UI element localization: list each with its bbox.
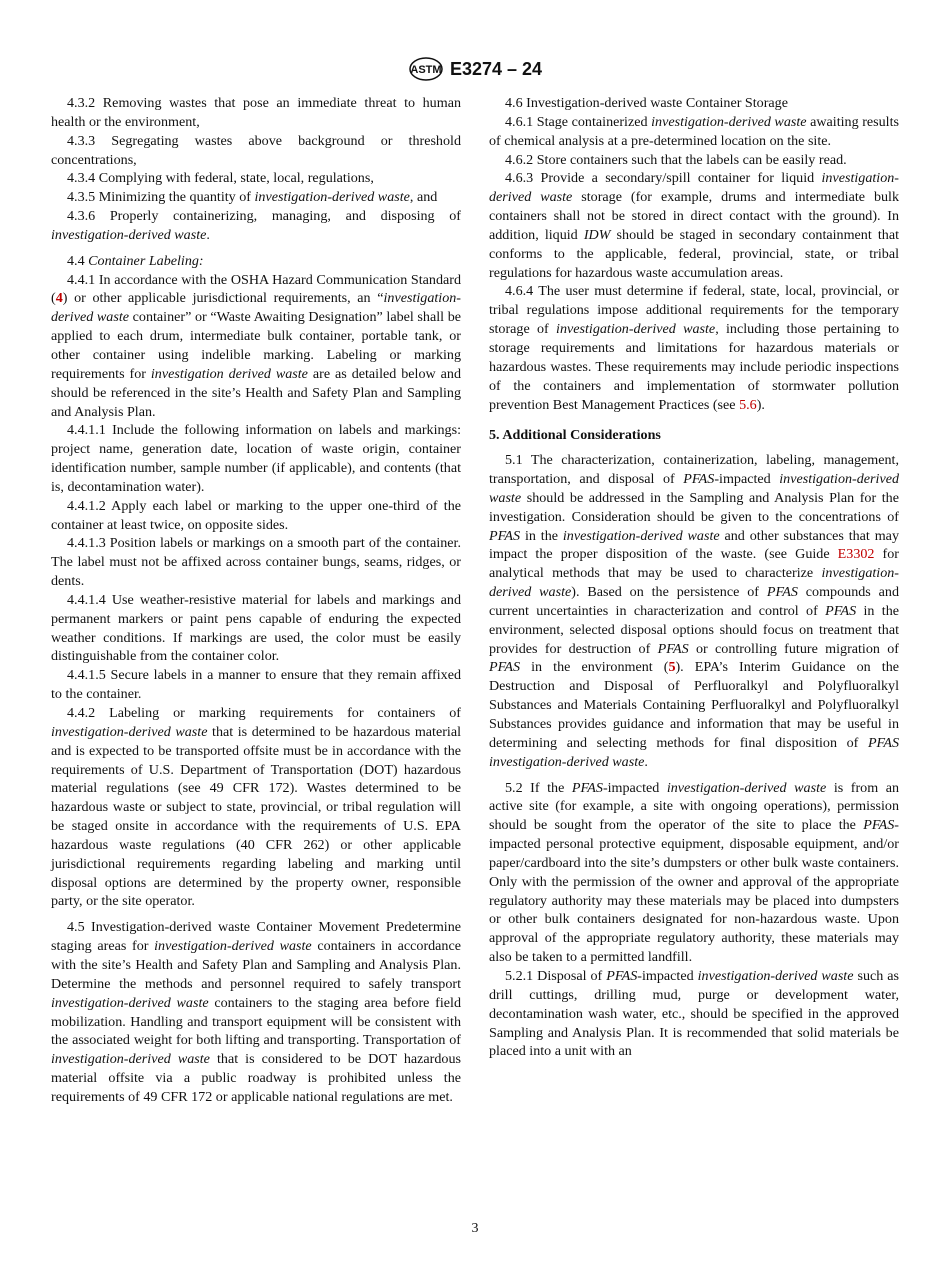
text-run: in the environment ( [520,659,669,676]
text-run: containers in accordance with the site’s Health and Safety Plan and Sampling and Analysis Plan. Determine the methods and personnel required to safely transport [51,938,461,992]
text-run: 4.4.1.4 Use weather-resistive material for labels and markings and permanent markers or paint pens capable of enduring the expected weather conditions. If markings are used, the color must be easily distinguishable from the container color. [51,591,461,665]
text-run: -impacted [714,471,780,488]
italic-text: investigation-derived waste [51,723,208,740]
text-run: that is considered to be DOT hazardous material offsite via a public roadway is prohibited unless the requirements of 49 CFR 172 or applicable national regulations are met. [51,1051,461,1105]
paragraph [489,94,899,113]
italic-text: PFAS [657,640,689,657]
paragraph-group [51,918,461,1106]
italic-text: investigation-derived waste [666,779,827,796]
paragraph-group [51,94,461,245]
left-column [51,94,461,1114]
paragraph [51,421,461,496]
paragraph-group [489,94,899,414]
paragraph [51,169,461,188]
paragraph [51,188,461,207]
page-number: 3 [471,1221,479,1236]
paragraph [51,918,461,1106]
text-run: 4.3.3 Segregating wastes above background or threshold concentrations, [51,132,461,168]
text-run: 4.5 Investigation-derived waste Container Movement Predetermine staging areas for [51,919,461,955]
paragraph-group [489,779,899,1062]
text-run: -impacted personal protective equipment, disposable equipment, and/or paper/cardboard into the site’s dumpsters or other bulk waste containers. Only with the permission of the owner and approval of the appropriate regulatory authority may these materials may be placed into dumpsters or other bulk containers designated for non-hazardous waste. Upon approval of the appropriate regulatory authority, these materials may also be taken to a permitted landfill. [489,817,899,966]
text-run: 4.6.3 Provide a secondary/spill container for liquid [505,170,822,187]
text-run: are as detailed below and should be referenced in the site’s Health and Safety Plan and Sampling and Analysis Plan. [51,365,461,420]
text-run: 5.2 If the [505,779,572,796]
text-run: or controlling future migration of [688,640,899,657]
reference-link[interactable]: 5.6 [739,396,757,413]
text-run: such as drill cuttings, drilling mud, purge or development water, decontamination wash water, etc., should be specified in the approved Sampling and Analysis Plan. It is recommended that solid materials be placed into a unit with an [489,967,900,1060]
paragraph [51,252,461,271]
italic-text: PFAS [571,779,603,796]
text-run: 4.6.2 Store containers such that the labels can be easily read. [505,151,847,168]
text-run: 4.4 [67,252,89,269]
paragraph [489,151,899,170]
italic-text: investigation-derived waste [489,471,900,506]
reference-link[interactable]: 4 [55,290,63,307]
text-run: 4.4.1.5 Secure labels in a manner to ensure that they remain affixed to the container. [51,667,461,703]
text-run: 4.4.1.2 Apply each label or marking to the upper one-third of the container at least twice, on opposite sides. [51,497,461,533]
italic-text: investigation-derived waste [489,170,899,206]
paragraph [489,282,899,414]
italic-text: investigation-derived waste [51,994,209,1011]
text-run: should be addressed in the Sampling and Analysis Plan for the investigation. Consideration should be given to the concentrations of [489,489,899,525]
text-run: , including those pertaining to storage requirements and limitations for hazardous materials or hazardous wastes. These requirements may include periodic inspections of the containers and implementation of stormwater pollution prevention Best Management Practices (see [489,321,899,413]
text-run: 5.1 The characterization, containerization, labeling, management, transportation, and disposal of [489,452,899,488]
text-run: storage (for example, drums and intermediate bulk containers shall not be stored in direct contact with the ground). In addition, liquid [489,189,900,243]
text-run: 4.4.1.3 Position labels or markings on a smooth part of the container. The label must not be affixed across container bungs, seams, ridges, or dents. [51,535,461,590]
text-run: ). EPA’s Interim Guidance on the Destruction and Disposal of Perfluoralkyl and Polyfluoralkyl Substances and Materials Containing Perfluoralkyl and Polyfluoralkyl Substances provides guidance and information that may be useful in determining and selecting methods for final disposition of [489,659,899,751]
paragraph [489,169,899,282]
italic-text: investigation derived waste [150,365,308,382]
italic-text: PFAS [606,967,638,984]
reference-link[interactable]: 5 [668,659,676,676]
italic-text: investigation-derived waste [51,226,207,243]
paragraph [489,451,899,771]
text-run: and other substances that may impact the proper disposition of the waste. (see Guide [489,527,899,563]
italic-text: PFAS [489,527,521,544]
text-run: that is determined to be hazardous material and is expected to be transported offsite must be in accordance with the requirements of U.S. Department of Transportation (DOT) hazardous material regulations (see 49 CFR 172). Wastes determined to be hazardous waste or subject to state, provincial, or tribal regulation will be staged onsite in accordance with the requirements of U.S. EPA hazardous waste regulations (40 CFR 262) or other applicable jurisdictional requirements regarding labeling and marking until disposal options are determined by the property owner, responsible party, or the site operator. [51,723,461,910]
text-run: container” or “Waste Awaiting Designation” label shall be applied to each drum, intermediate bulk container, portable tank, or other container using indelible marking. Labeling or marking requirements for [51,309,461,382]
right-column [489,94,899,1068]
italic-text: investigation-derived waste [651,113,807,130]
text-run: 4.6 Investigation-derived waste Container Storage [505,95,788,111]
paragraph [489,113,899,151]
paragraph [51,704,461,911]
page-header [0,56,950,82]
section-heading: 5. Additional Considerations [489,427,661,444]
italic-text: PFAS [683,471,715,488]
italic-text: Container Labeling: [88,252,204,269]
text-run: 5.2.1 Disposal of [505,967,607,984]
text-run: is from an active site (for example, a site with ongoing operations), permission should be sought from the operator of the site to place the [489,779,900,834]
text-run: 4.4.1.1 Include the following information on labels and markings: project name, generation date, location of waste origin, container identification number, sample number (if applicable), and contents (that is, decontamination water). [51,422,461,495]
italic-text: investigation-derived waste [556,321,716,338]
paragraph [489,779,899,967]
text-run: 4.6.4 The user must determine if federal, state, local, provincial, or tribal regulations impose additional requirements for the temporary storage of [489,283,899,338]
text-run: in the environment, selected disposal options should focus on treatment that provides for destruction of [489,602,899,657]
paragraph-group [489,451,899,771]
text-run: containers to the staging area before field mobilization. Handling and transport equipment will be consistent with the associated weight for both lifting and transporting. Transportation of [51,994,461,1049]
italic-text: PFAS [489,659,521,676]
paragraph [489,967,899,1061]
text-run: 4.3.5 Minimizing the quantity of [67,189,255,206]
text-run: 4.4.2 Labeling or marking requirements for containers of [67,705,461,721]
italic-text: investigation-derived waste [51,290,461,326]
text-run: , and [409,189,438,206]
text-run: ). [756,396,765,413]
svg-text:ASTM: ASTM [410,64,442,76]
text-run: should be staged in secondary containment that conforms to the applicable, federal, provincial, state, or tribal regulations for hazardous waste accumulation areas. [489,226,899,281]
paragraph [51,271,461,422]
paragraph [51,132,461,170]
text-run: compounds and current uncertainties in characterization and control of [489,584,899,619]
italic-text: investigation-derived waste [254,189,410,206]
text-run: ) or other applicable jurisdictional requirements, an “ [62,290,384,307]
italic-text: investigation-derived waste [562,527,720,544]
text-run: ). Based on the persistence of [571,584,767,601]
italic-text: investigation-derived waste [154,938,312,955]
paragraph [51,666,461,704]
text-run: awaiting results of chemical analysis at a pre-determined location on the site. [489,113,900,149]
astm-logo-icon [408,56,444,82]
italic-text: PFAS investigation-derived waste [489,734,899,770]
italic-text: IDW [583,226,611,243]
text-run: -impacted [602,779,667,796]
reference-link[interactable]: E3302 [837,546,875,563]
text-run: 4.3.4 Complying with federal, state, local, regulations, [67,170,374,187]
text-run: 4.4.1 In accordance with the OSHA Hazard Communication Standard ( [51,271,461,307]
italic-text: PFAS [863,817,895,834]
paragraph-group [51,252,461,912]
text-run: . [644,753,648,770]
text-run: . [206,226,210,243]
italic-text: investigation-derived waste [489,565,899,601]
italic-text: PFAS [825,602,857,619]
italic-text: investigation-derived waste [51,1051,210,1068]
italic-text: investigation-derived waste [697,967,854,984]
paragraph [51,591,461,666]
document-designation: E3274 – 24 [449,58,543,79]
text-run: -impacted [637,967,698,984]
text-run: in the [520,527,563,544]
text-run: 4.3.2 Removing wastes that pose an immediate threat to human health or the environment, [51,95,461,130]
text-run: for analytical methods that may be used to characterize [489,546,899,582]
italic-text: PFAS [766,584,798,601]
paragraph [51,497,461,535]
text-run: 4.6.1 Stage containerized [505,113,652,130]
paragraph [51,207,461,245]
paragraph [51,94,461,132]
paragraph [51,534,461,591]
text-run: 4.3.6 Properly containerizing, managing, and disposing of [67,208,461,225]
